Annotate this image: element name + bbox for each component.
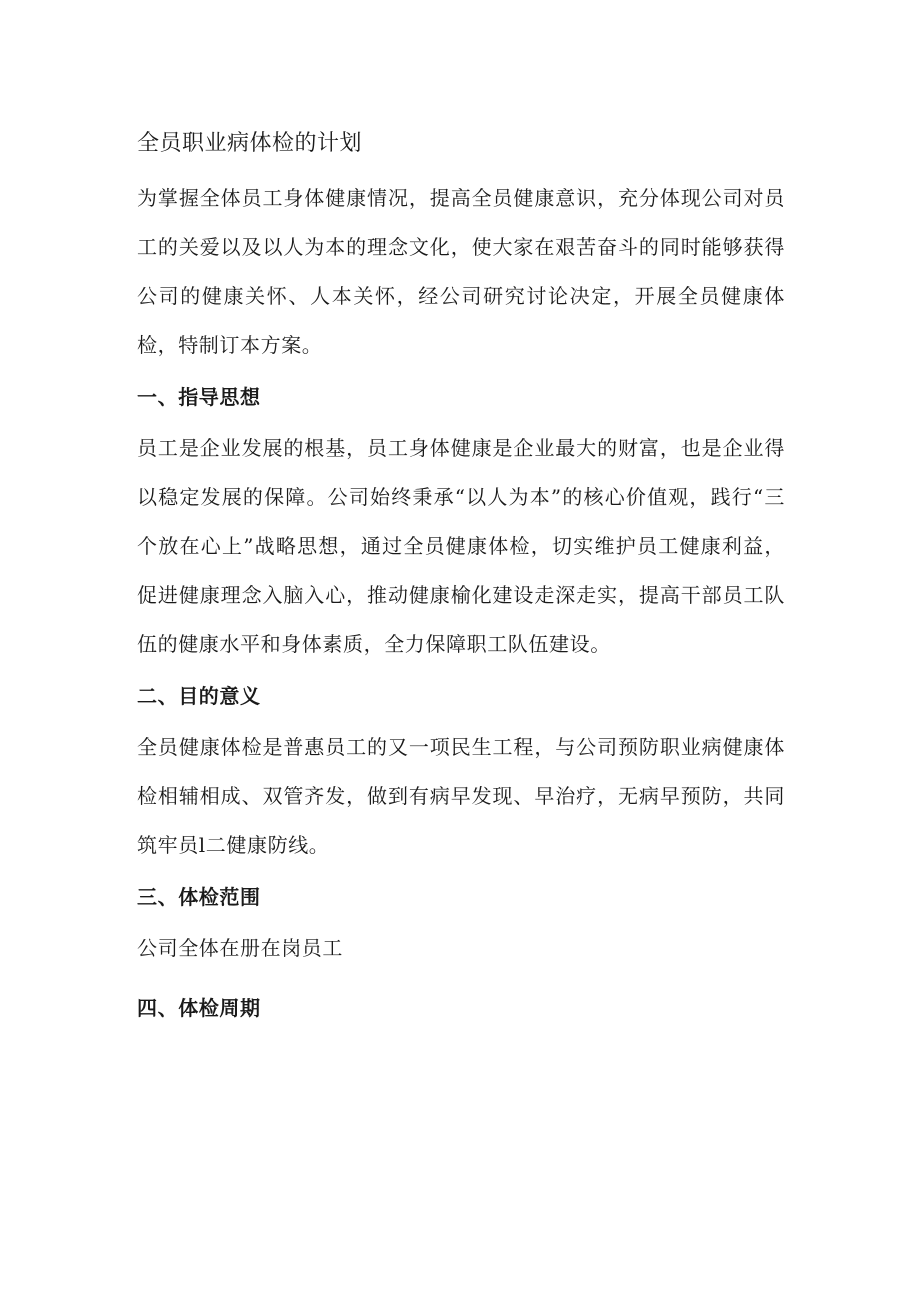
section-body-scope: 公司全体在册在岗员工	[137, 936, 343, 960]
section-body-guiding-ideology: 员工是企业发展的根基，员工身体健康是企业最大的财富，也是企业得以稳定发展的保障。公司始终秉承“以人为本”的核心价值观，践行“三个放在心上”战略思想，通过全员健康体检，切实维护员工健康利益，促进健康理念入脑入心，推动健康榆化建设走深走实，提高干部员工队伍的健康水平和身体素质，全力保障职工队伍建设。	[137, 436, 785, 656]
document-title: 全员职业病体检的计划	[137, 131, 363, 156]
section-heading-scope: 三、体检范围	[137, 885, 261, 909]
section-heading-guiding-ideology: 一、指导思想	[137, 385, 261, 409]
section-heading-purpose: 二、目的意义	[137, 684, 261, 708]
intro-paragraph: 为掌握全体员工身体健康情况，提高全员健康意识，充分体现公司对员工的关爱以及以人为本的理念文化，使大家在艰苦奋斗的同时能够获得公司的健康关怀、人本关怀，经公司研究讨论决定，开展全员健康体检，特制订本方案。	[137, 186, 785, 357]
section-heading-cycle: 四、体检周期	[137, 996, 261, 1020]
section-body-purpose: 全员健康体检是普惠员工的又一项民生工程，与公司预防职业病健康体检相辅相成、双管齐发，做到有病早发现、早治疗，无病早预防，共同筑牢员l二健康防线。	[137, 735, 785, 857]
document-content	[137, 126, 785, 1035]
